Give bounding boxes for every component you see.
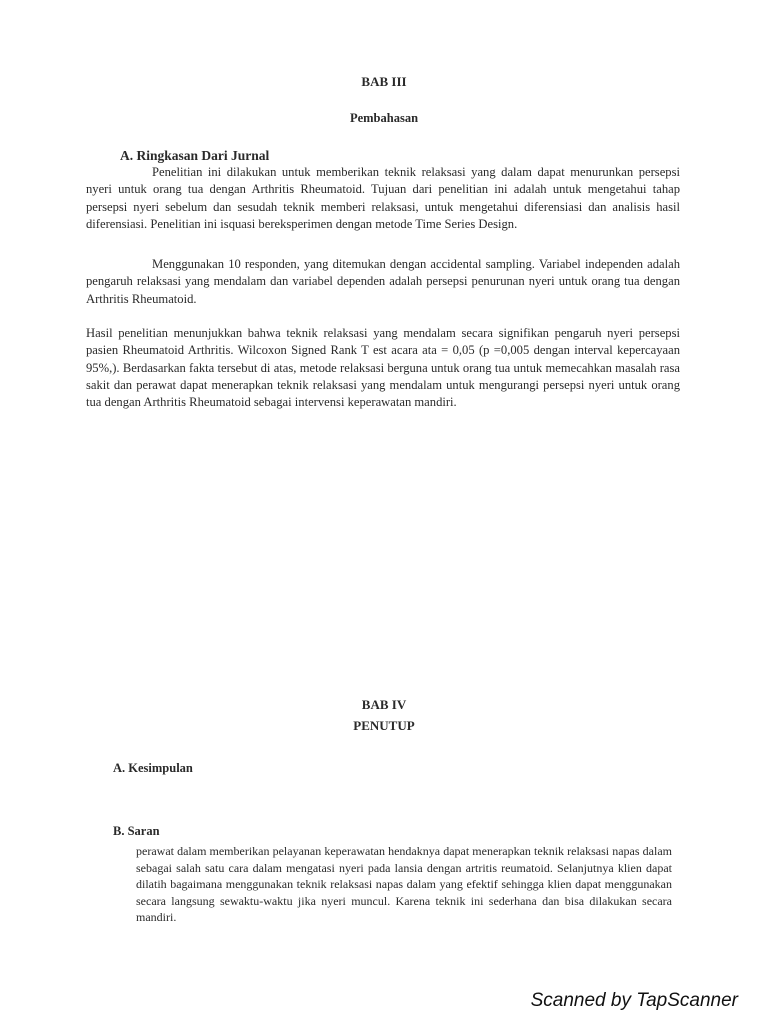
section-a-paragraph-3: Hasil penelitian menunjukkan bahwa teknik relaksasi yang mendalam secara signifikan pengaruh nyeri persepsi pasien Rheumatoid Arthritis. Wilcoxon Signed Rank T est acara ata = 0,05 (p =0,005 dengan interval kepercayaan 95%,). Berdasarkan fakta tersebut di atas, metode relaksasi berguna untuk orang tua untuk memecahkan masalah rasa sakit dan perawat dapat menerapkan teknik relaksasi yang mendalam untuk mengurangi persepsi nyeri untuk orang tua dengan Arthritis Rheumatoid sebagai intervensi keperawatan mandiri. <box>86 326 680 410</box>
bab4-title: BAB IV <box>361 697 407 712</box>
scanner-watermark: Scanned by TapScanner <box>530 990 738 1011</box>
bab4-subtitle: PENUTUP <box>353 718 415 733</box>
bab3-title: BAB III <box>361 74 407 89</box>
bab3-subtitle: Pembahasan <box>349 111 419 125</box>
saran-paragraph: perawat dalam memberikan pelayanan keperawatan hendaknya dapat menerapkan teknik relaksasi napas dalam sebagai salah satu cara dalam mengatasi nyeri pada lansia dengan artritis reumatoid. Selanjutnya klien dapat dilatih bagaimana menggunakan teknik relaksasi napas dalam yang efektif sehingga klien dapat menggunakan secara langsung sewaktu-waktu jika nyeri muncul. Karena teknik ini sederhana dan bisa dilakukan secara mandiri. <box>136 844 672 925</box>
section-a-paragraph-2: Menggunakan 10 responden, yang ditemukan dengan accidental sampling. Variabel independen adalah pengaruh relaksasi yang mendalam dan variabel dependen adalah persepsi penurunan nyeri untuk orang tua dengan Arthritis Rheumatoid. <box>86 257 680 306</box>
section-a-heading: A. Ringkasan Dari Jurnal <box>120 148 270 163</box>
section-a-paragraph-1: Penelitian ini dilakukan untuk memberikan teknik relaksasi yang dalam dapat menurunkan persepsi nyeri untuk orang tua dengan Arthritis Rheumatoid. Tujuan dari penelitian ini adalah untuk mengetahui tahap persepsi nyeri sebelum dan sesudah teknik memberi relaksasi, untuk mengetahui diferensiasi dan analisis hasil diferensiasi. Penelitian ini isquasi bereksperimen dengan metode Time Series Design. <box>86 165 680 231</box>
saran-heading: B. Saran <box>113 824 160 838</box>
kesimpulan-heading: A. Kesimpulan <box>113 761 193 775</box>
